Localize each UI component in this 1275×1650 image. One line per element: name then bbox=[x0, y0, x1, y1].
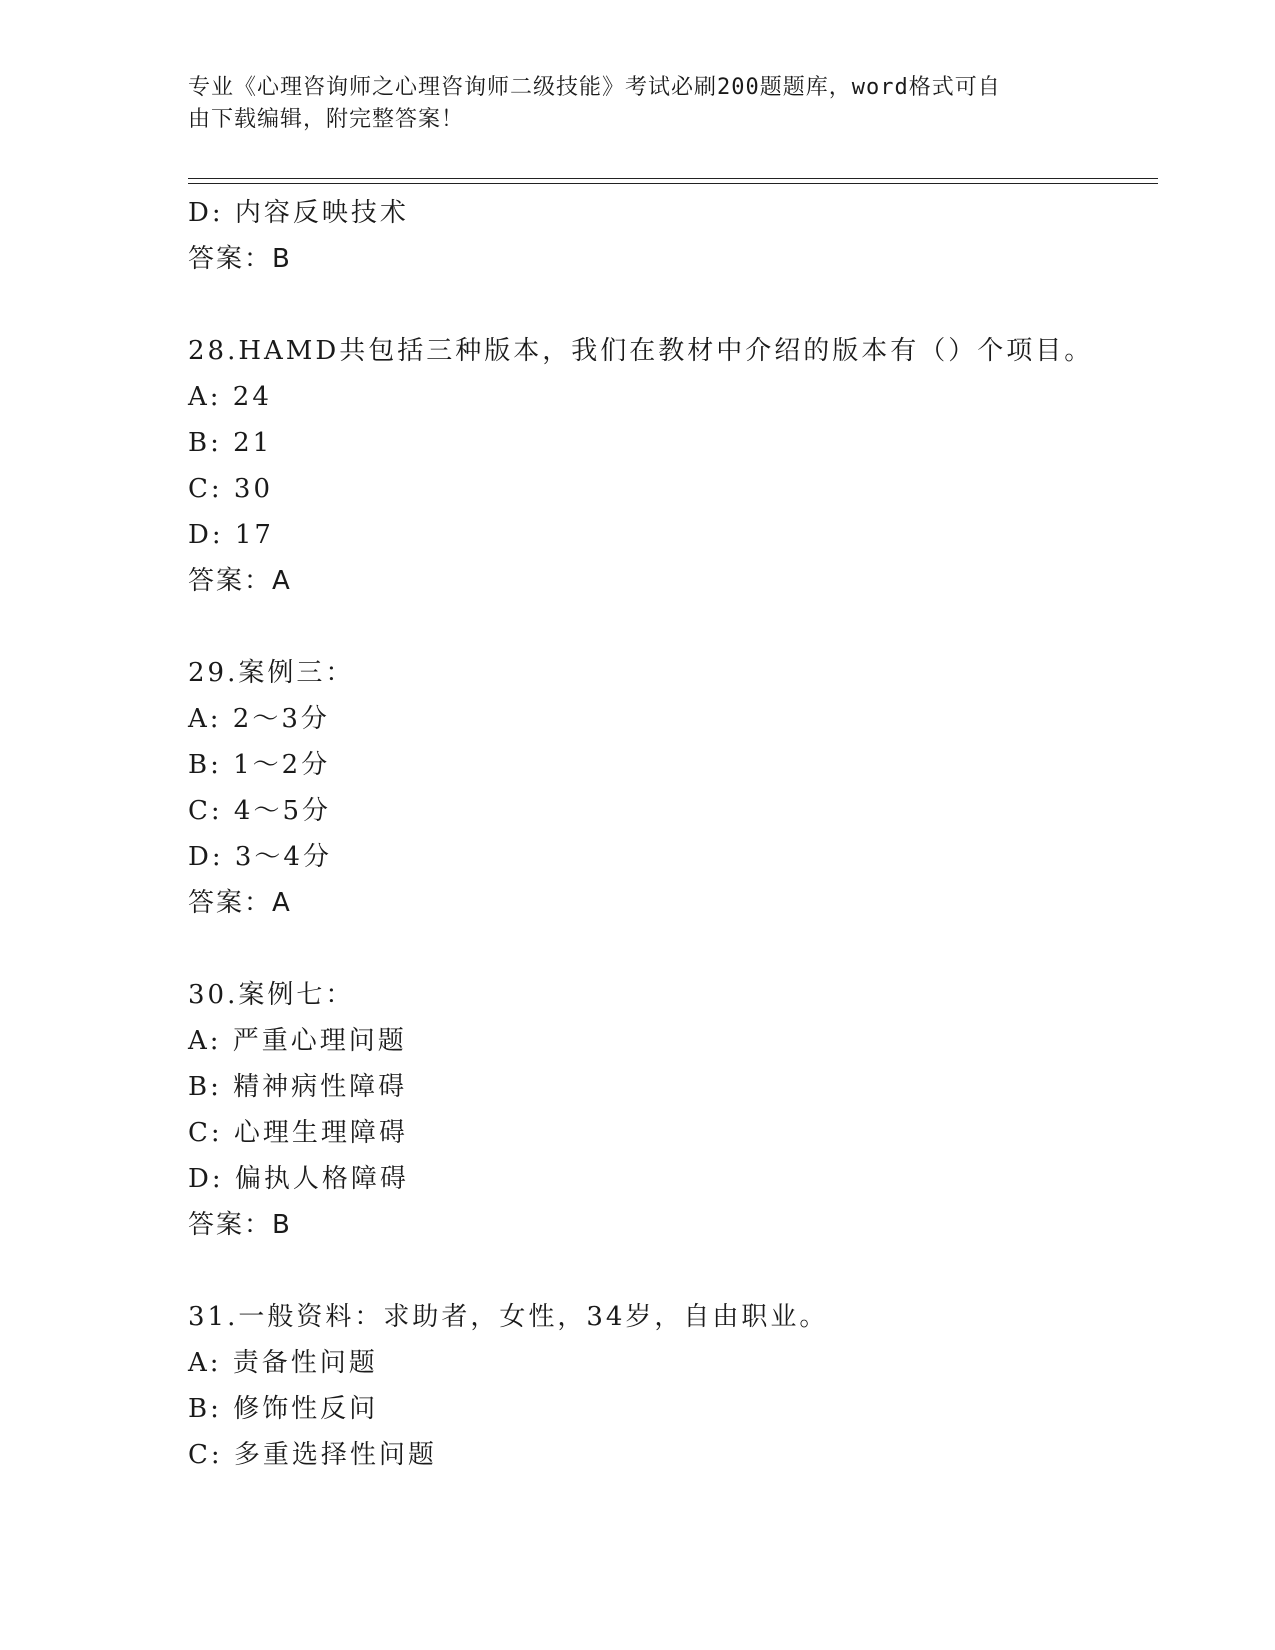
q30-option-a: A: 严重心理问题 bbox=[188, 1026, 407, 1056]
q30-option-d: D: 偏执人格障碍 bbox=[188, 1164, 409, 1194]
header-divider-bottom bbox=[188, 183, 1158, 184]
q30-answer: 答案：B bbox=[188, 1210, 292, 1240]
q29-option-b: B: 1～2分 bbox=[188, 750, 331, 780]
q28-option-b: B: 21 bbox=[188, 428, 273, 458]
q29-question: 29.案例三： bbox=[188, 658, 355, 688]
q28-option-c: C: 30 bbox=[188, 474, 274, 504]
q31-option-c: C: 多重选择性问题 bbox=[188, 1440, 437, 1470]
spacer bbox=[188, 1248, 1158, 1294]
q29-option-a: A: 2～3分 bbox=[188, 704, 330, 734]
q28-answer: 答案：A bbox=[188, 566, 292, 596]
spacer bbox=[188, 604, 1158, 650]
q29-option-c: C: 4～5分 bbox=[188, 796, 332, 826]
q29-answer: 答案：A bbox=[188, 888, 292, 918]
q31-option-a: A: 责备性问题 bbox=[188, 1348, 378, 1378]
q28-question: 28.HAMD共包括三种版本，我们在教材中介绍的版本有（）个项目。 bbox=[188, 336, 1094, 366]
q29-option-d: D: 3～4分 bbox=[188, 842, 332, 872]
header-line-1: 专业《心理咨询师之心理咨询师二级技能》考试必刷200题题库，word格式可自 bbox=[188, 75, 1001, 100]
q31-option-b: B: 修饰性反问 bbox=[188, 1394, 379, 1424]
spacer bbox=[188, 926, 1158, 972]
q27-option-d: D: 内容反映技术 bbox=[188, 198, 409, 228]
document-header bbox=[188, 72, 1088, 136]
question-list bbox=[188, 190, 1158, 1478]
q31-question: 31.一般资料：求助者，女性，34岁，自由职业。 bbox=[188, 1302, 829, 1332]
q28-option-a: A: 24 bbox=[188, 382, 272, 412]
q30-option-c: C: 心理生理障碍 bbox=[188, 1118, 408, 1148]
q30-option-b: B: 精神病性障碍 bbox=[188, 1072, 408, 1102]
q28-option-d: D: 17 bbox=[188, 520, 274, 550]
header-line-2: 由下载编辑，附完整答案！ bbox=[188, 107, 465, 132]
header-divider-top bbox=[188, 178, 1158, 179]
spacer bbox=[188, 282, 1158, 328]
q30-question: 30.案例七： bbox=[188, 980, 355, 1010]
q27-answer: 答案：B bbox=[188, 244, 292, 274]
